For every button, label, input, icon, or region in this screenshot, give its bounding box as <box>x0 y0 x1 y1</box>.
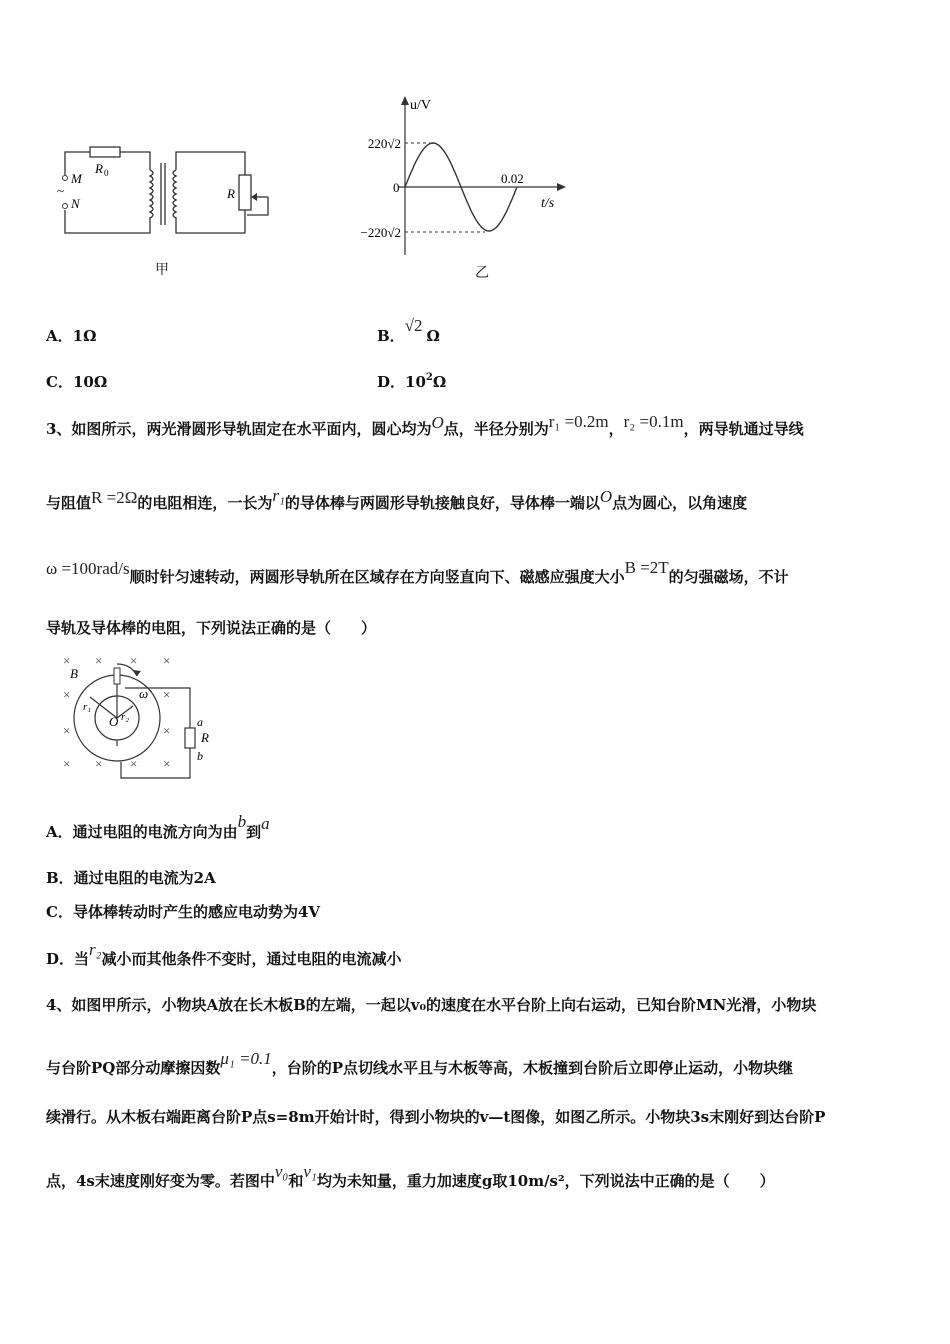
sine-wave-graph <box>345 92 575 282</box>
svg-text:×: × <box>163 723 171 738</box>
tilde-label: ~ <box>57 183 65 198</box>
svg-text:×: × <box>95 756 103 771</box>
origin-label: 0 <box>393 180 400 195</box>
q3-option-a: A．通过电阻的电流方向为由b到a <box>46 812 270 841</box>
rails-r1-label: r₁ <box>83 701 92 713</box>
figure-jia <box>55 135 285 285</box>
peak-positive-label: 220√2 <box>367 136 401 151</box>
y-axis-label: u/V <box>410 98 431 113</box>
svg-text:×: × <box>130 653 138 668</box>
q3-line-1: 3、如图所示，两光滑圆形导轨固定在水平面内，圆心均为O点，半径分别为r₁ =0.2m，r₂ =0.1m，两导轨通过导线 <box>46 412 804 438</box>
figure-jia-caption: 甲 <box>155 262 169 278</box>
n-label: N <box>71 196 80 211</box>
x-axis-label: t/s <box>541 196 555 211</box>
rails-r2-label: r₂ <box>121 711 130 723</box>
transformer-circuit-diagram <box>55 135 285 285</box>
svg-text:×: × <box>63 687 71 702</box>
rails-r-label: R <box>201 730 209 745</box>
svg-text:×: × <box>63 723 71 738</box>
svg-text:×: × <box>63 756 71 771</box>
rails-omega-label: ω <box>139 686 149 701</box>
q3-line-4: 导轨及导体棒的电阻，下列说法正确的是（ ） <box>46 619 377 637</box>
rails-o-label: O <box>109 714 119 729</box>
svg-text:×: × <box>163 653 171 668</box>
q3-line-2: 与阻值R =2Ω的电阻相连，一长为r₁的导体棒与两圆形导轨接触良好，导体棒一端以O点为圆心，以角速度 <box>46 486 748 512</box>
q4-line-1: 4、如图甲所示，小物块A放在长木板B的左端，一起以v₀的速度在水平台阶上向右运动，已知台阶MN光滑，小物块 <box>46 996 817 1014</box>
q2-option-b: B．√2Ω <box>377 316 440 345</box>
rails-a-label: a <box>197 715 203 729</box>
period-label: 0.02 <box>501 171 524 186</box>
svg-text:×: × <box>163 756 171 771</box>
figure-yi-caption: 乙 <box>475 265 489 281</box>
q4-line-3: 续滑行。从木板右端距离台阶P点s=8m开始计时，得到小物块的v—t图像，如图乙所示。小物块3s末刚好到达台阶P <box>46 1108 826 1126</box>
m-label: M <box>71 171 82 186</box>
r0-sub: 0 <box>104 168 109 178</box>
q3-option-d: D．当r₂减小而其他条件不变时，通过电阻的电流减小 <box>46 940 402 968</box>
q2-option-d: D．$10^2\Omega$ <box>377 372 447 391</box>
q4-line-2: 与台阶PQ部分动摩擦因数μ₁ =0.1，台阶的P点切线水平且与木板等高，木板撞到台阶后立即停止运动，小物块继 <box>46 1049 794 1077</box>
q2-option-a: A．1Ω <box>46 327 97 345</box>
rails-b-lower-label: b <box>197 749 203 763</box>
q3-option-c: C．导体棒转动时产生的感应电动势为4V <box>46 903 321 921</box>
figure-yi <box>345 92 575 282</box>
figure-rails <box>55 650 230 785</box>
q4-line-4: 点，4s末速度刚好变为零。若图中v₀和v₁均为未知量，重力加速度g取10m/s²，下列说法中正确的是（ ） <box>46 1162 775 1190</box>
peak-negative-label: −220√2 <box>360 225 401 240</box>
rails-b-label: B <box>70 666 78 681</box>
svg-text:×: × <box>130 756 138 771</box>
r0-label: R <box>95 161 103 176</box>
q2-option-c: C．10Ω <box>46 373 108 391</box>
svg-text:×: × <box>163 687 171 702</box>
q3-line-3: ω =100rad/s顺时针匀速转动，两圆形导轨所在区域存在方向竖直向下、磁感应强度大小B =2T的匀强磁场，不计 <box>46 558 789 586</box>
svg-text:×: × <box>63 653 71 668</box>
rails-diagram <box>55 650 230 785</box>
svg-text:×: × <box>95 653 103 668</box>
r-label: R <box>227 186 235 201</box>
q3-option-b: B．通过电阻的电流为2A <box>46 869 216 887</box>
